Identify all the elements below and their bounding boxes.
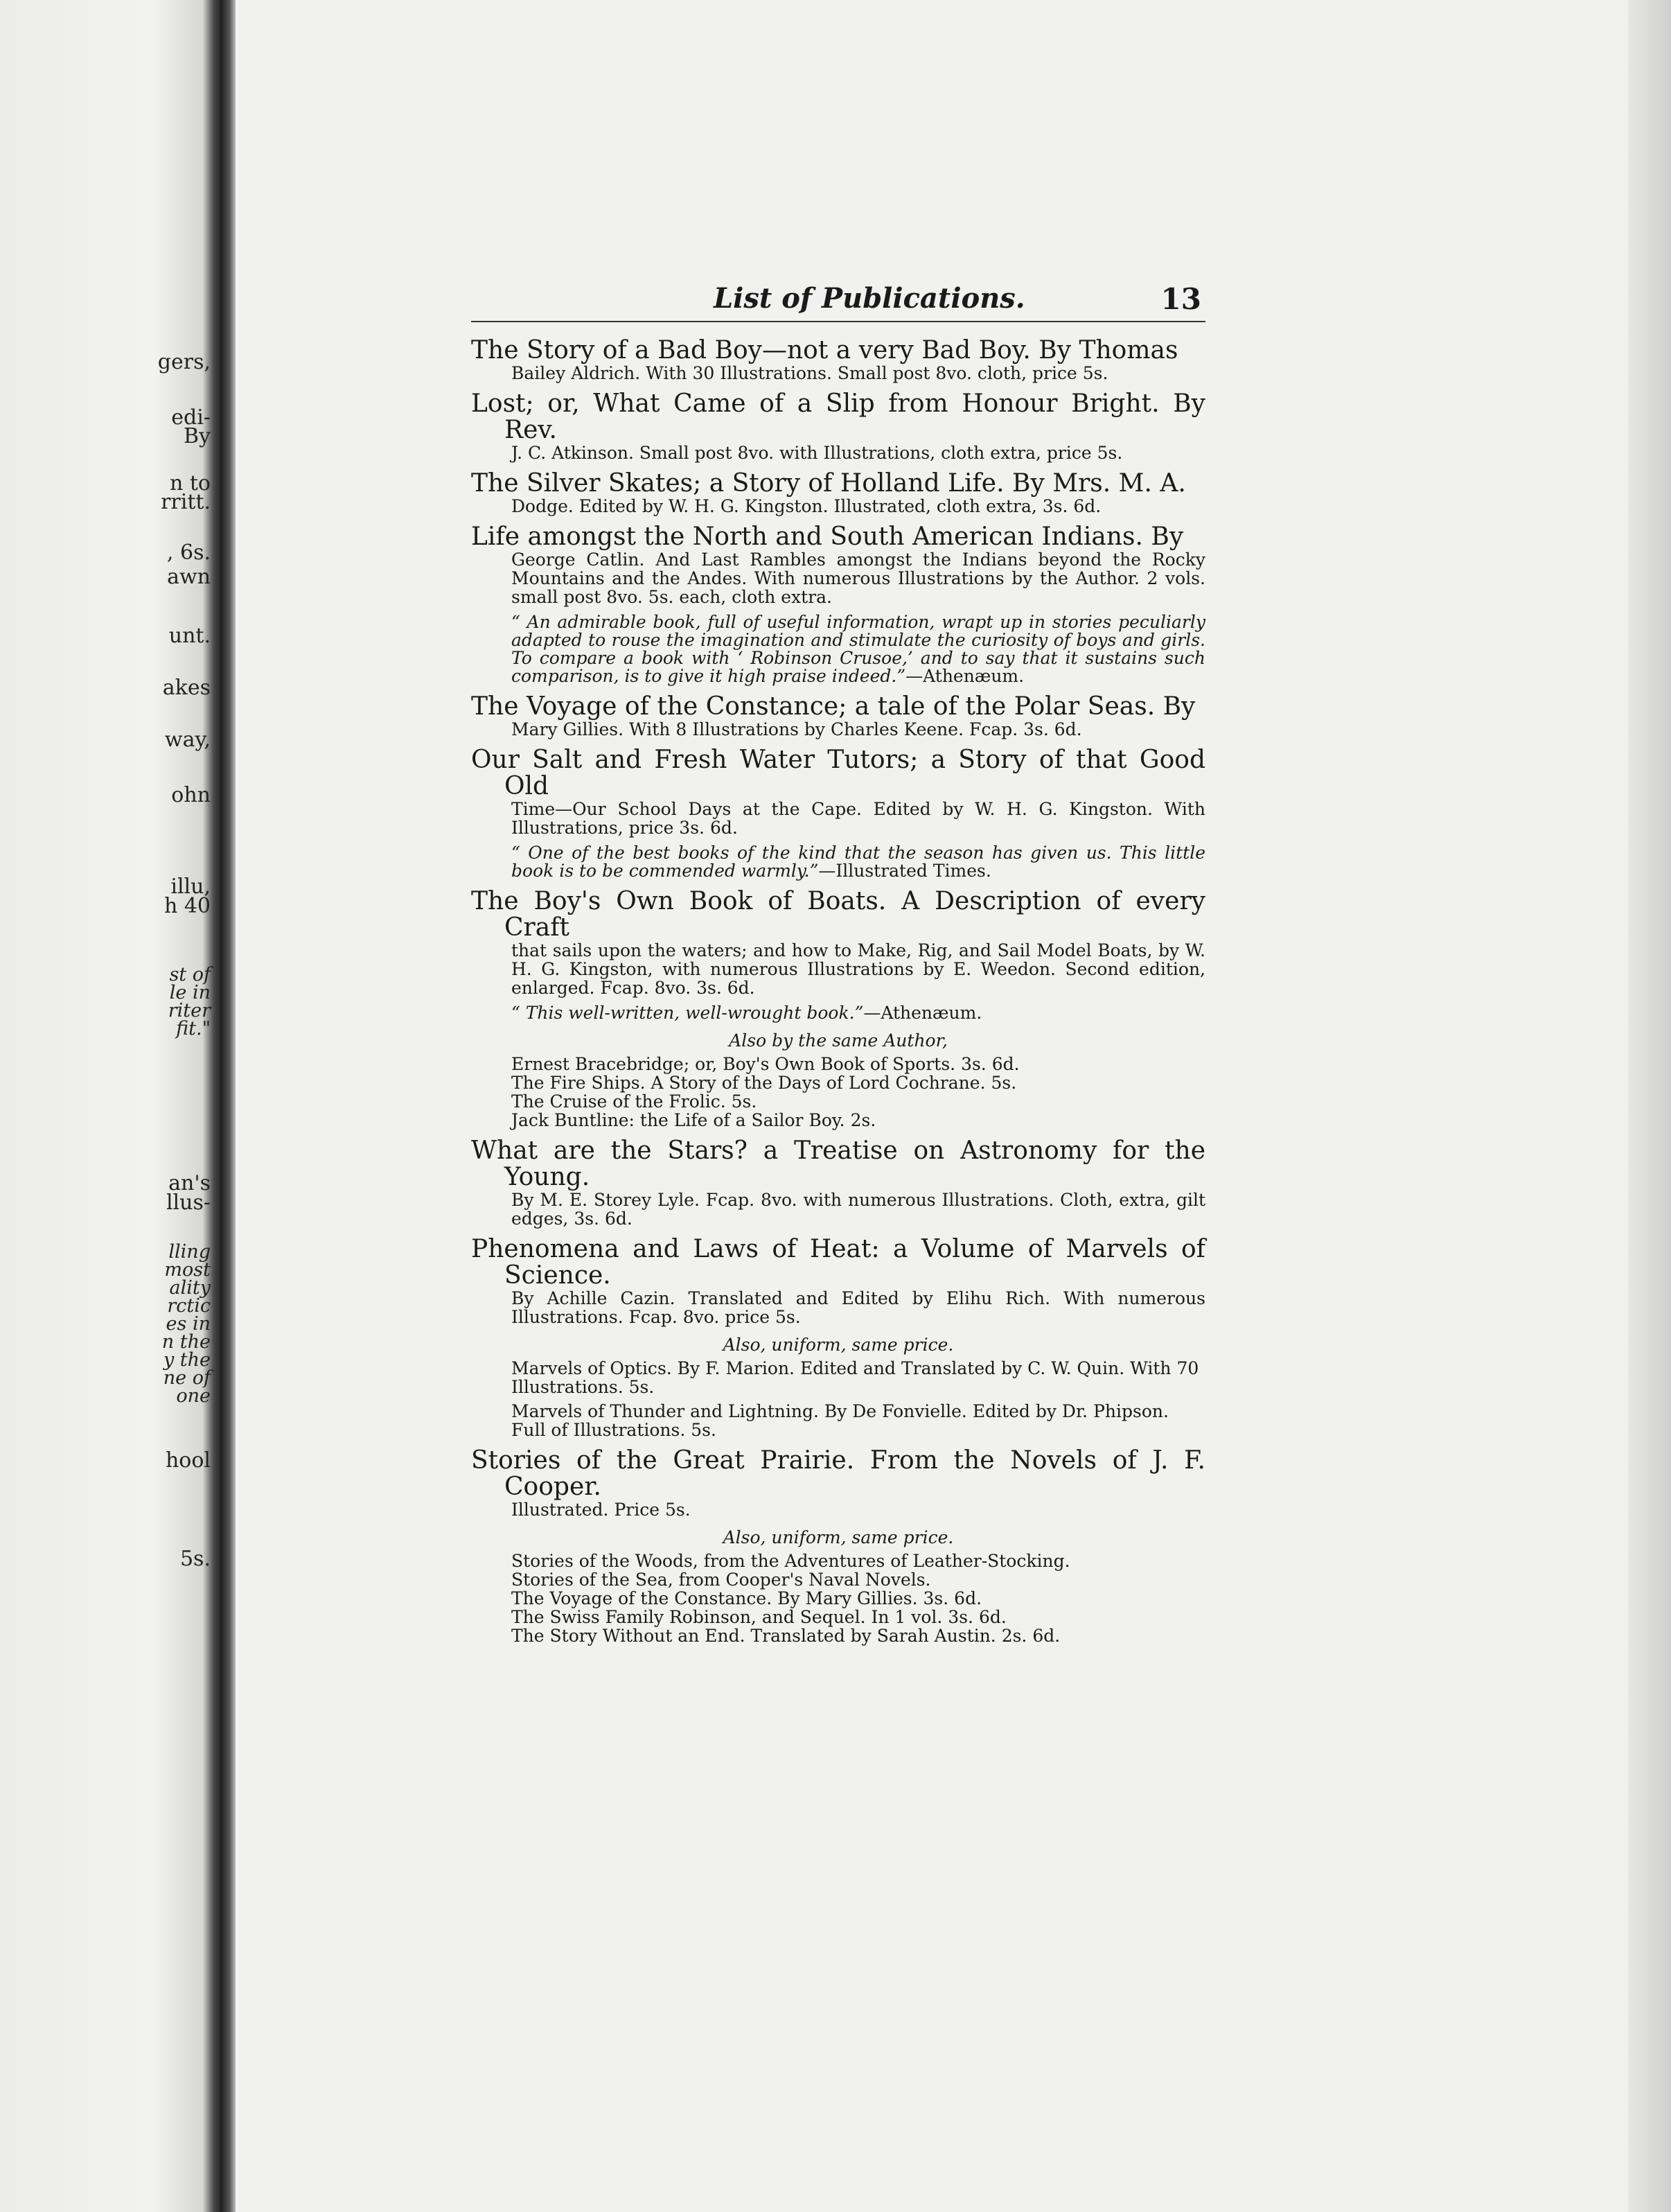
publication-entry bbox=[471, 471, 1205, 516]
also-heading: Also, uniform, same price. bbox=[723, 1527, 954, 1547]
publication-entry bbox=[471, 1236, 1205, 1439]
entry-details: Bailey Aldrich. With 30 Illustrations. Small post 8vo. cloth, price 5s. bbox=[511, 363, 1108, 383]
entry-details: Mary Gillies. With 8 Illustrations by Charles Keene. Fcap. 3s. 6d. bbox=[511, 719, 1082, 739]
left-page-fragment: unt. bbox=[168, 624, 211, 648]
left-page-fragment: awn bbox=[167, 565, 211, 589]
publication-list bbox=[471, 337, 1205, 1645]
left-page-fragment: By bbox=[184, 424, 211, 448]
entry-title: The Boy's Own Book of Boats. A Description of every Craft bbox=[471, 887, 1205, 942]
left-page-fragment: fit." bbox=[176, 1018, 211, 1039]
left-page-fragment: rritt. bbox=[161, 490, 211, 514]
publication-entry bbox=[471, 747, 1205, 880]
left-page-fragment: es in bbox=[166, 1313, 211, 1335]
left-page-fragment: ne of bbox=[163, 1367, 211, 1389]
publication-entry bbox=[471, 1448, 1205, 1645]
review-quote bbox=[471, 613, 1205, 685]
running-title: List of Publications. bbox=[714, 282, 1025, 315]
left-page-fragment: lling bbox=[168, 1241, 211, 1263]
entry-title: Our Salt and Fresh Water Tutors; a Story of that Good Old bbox=[471, 746, 1205, 800]
related-title: Jack Buntline: the Life of a Sailor Boy. 2s. bbox=[511, 1110, 876, 1130]
related-title: The Story Without an End. Translated by Sarah Austin. 2s. 6d. bbox=[511, 1626, 1061, 1646]
review-quote bbox=[471, 844, 1205, 880]
left-page-fragment: riter bbox=[168, 1000, 211, 1021]
entry-title: What are the Stars? a Treatise on Astronomy for the Young. bbox=[471, 1136, 1205, 1191]
review-quote bbox=[471, 1004, 1205, 1022]
left-page-fragment: h 40 bbox=[163, 894, 211, 918]
publication-entry bbox=[471, 337, 1205, 383]
publication-entry bbox=[471, 391, 1205, 462]
page-edge bbox=[1628, 0, 1671, 2212]
left-page-fragment: st of bbox=[169, 964, 211, 985]
left-page-fragment: illu, bbox=[170, 875, 211, 899]
left-page-fragment: 5s. bbox=[179, 1547, 211, 1571]
entry-details: By Achille Cazin. Translated and Edited by Elihu Rich. With numerous Illustrations. Fcap. 8vo. price 5s. bbox=[511, 1288, 1205, 1327]
left-page-fragment: hool bbox=[165, 1448, 211, 1473]
left-page-fragment: ality bbox=[169, 1277, 211, 1299]
entry-details: Illustrated. Price 5s. bbox=[511, 1500, 691, 1520]
quote-text: “ This well-written, well-wrought book.”— bbox=[511, 1003, 881, 1023]
related-title: Stories of the Sea, from Cooper's Naval Novels. bbox=[511, 1570, 931, 1590]
left-page-fragment: n to bbox=[170, 471, 211, 495]
related-title: Marvels of Thunder and Lightning. By De Fonvielle. Edited by Dr. Phipson. Full of Illustrations. 5s. bbox=[511, 1401, 1169, 1440]
left-page-fragment: rctic bbox=[167, 1295, 211, 1317]
related-title: Marvels of Optics. By F. Marion. Edited and Translated by C. W. Quin. With 70 Illustrations. 5s. bbox=[511, 1358, 1199, 1397]
entry-title: The Silver Skates; a Story of Holland Life. By Mrs. M. A. bbox=[471, 469, 1186, 498]
left-page-fragment: , 6s. bbox=[166, 541, 211, 565]
page-content bbox=[471, 281, 1205, 1653]
left-page-fragment: gers, bbox=[157, 350, 211, 374]
page-number: 13 bbox=[1160, 282, 1201, 316]
related-title: The Swiss Family Robinson, and Sequel. In 1 vol. 3s. 6d. bbox=[511, 1607, 1007, 1627]
running-head bbox=[471, 281, 1205, 322]
publication-entry bbox=[471, 694, 1205, 739]
left-page-fragment: le in bbox=[169, 982, 211, 1003]
publication-entry bbox=[471, 1138, 1205, 1228]
left-page-fragment: edi- bbox=[171, 405, 211, 430]
entry-title: Stories of the Great Prairie. From the Novels of J. F. Cooper. bbox=[471, 1446, 1205, 1501]
left-page-fragment: an's bbox=[168, 1171, 211, 1195]
related-title: The Cruise of the Frolic. 5s. bbox=[511, 1091, 757, 1112]
left-page-fragment: way, bbox=[164, 728, 211, 752]
entry-details: By M. E. Storey Lyle. Fcap. 8vo. with numerous Illustrations. Cloth, extra, gilt edges, 3s. 6d. bbox=[511, 1190, 1205, 1229]
entry-title: Life amongst the North and South American Indians. By bbox=[471, 523, 1184, 551]
related-title: Ernest Bracebridge; or, Boy's Own Book of Sports. 3s. 6d. bbox=[511, 1054, 1020, 1074]
related-title: The Fire Ships. A Story of the Days of Lord Cochrane. 5s. bbox=[511, 1073, 1017, 1093]
related-titles bbox=[471, 1055, 1205, 1130]
entry-title: The Voyage of the Constance; a tale of the Polar Seas. By bbox=[471, 692, 1196, 721]
entry-details: Dodge. Edited by W. H. G. Kingston. Illustrated, cloth extra, 3s. 6d. bbox=[511, 496, 1102, 516]
quote-text: “ An admirable book, full of useful information, wrapt up in stories peculiarly adapted to rouse the imagination and stimulate the curiosity of boys and girls. To compare a book with ‘ Robinson Crusoe,’ and to say that it sustains such comparison, is to give it high praise indeed.”— bbox=[511, 612, 1205, 686]
related-title: Stories of the Woods, from the Adventures of Leather-Stocking. bbox=[511, 1551, 1070, 1571]
quote-source: Athenæum. bbox=[881, 1003, 982, 1023]
left-page-fragment: ohn bbox=[171, 783, 211, 807]
entry-title: Lost; or, What Came of a Slip from Honour Bright. By Rev. bbox=[471, 389, 1205, 444]
entry-details: Time—Our School Days at the Cape. Edited by W. H. G. Kingston. With Illustrations, price 3s. 6d. bbox=[511, 799, 1205, 838]
left-page-fragment: llus- bbox=[166, 1191, 211, 1215]
entry-title: The Story of a Bad Boy—not a very Bad Boy. By Thomas bbox=[471, 336, 1178, 365]
book-gutter bbox=[220, 0, 236, 2212]
left-page-fragment: most bbox=[164, 1259, 211, 1281]
related-titles bbox=[471, 1552, 1205, 1645]
left-page-fragment: y the bbox=[163, 1349, 211, 1371]
quote-source: Illustrated Times. bbox=[836, 861, 991, 881]
also-heading: Also, uniform, same price. bbox=[723, 1335, 954, 1355]
previous-page-edge bbox=[0, 0, 220, 2212]
publication-entry bbox=[471, 524, 1205, 685]
quote-text: “ One of the best books of the kind that the season has given us. This little book is to be commended warmly.”— bbox=[511, 843, 1205, 881]
publication-entry bbox=[471, 888, 1205, 1130]
entry-details: George Catlin. And Last Rambles amongst the Indians beyond the Rocky Mountains and the Andes. With numerous Illustrations by the Author. 2 vols. small post 8vo. 5s. each, cloth extra. bbox=[511, 550, 1205, 607]
entry-title: Phenomena and Laws of Heat: a Volume of Marvels of Science. bbox=[471, 1235, 1205, 1290]
left-page-fragment: akes bbox=[162, 676, 211, 700]
entry-details: J. C. Atkinson. Small post 8vo. with Illustrations, cloth extra, price 5s. bbox=[511, 443, 1123, 463]
entry-details: that sails upon the waters; and how to Make, Rig, and Sail Model Boats, by W. H. G. Kingston, with numerous Illustrations by E. Weedon. Second edition, enlarged. Fcap. 8vo. 3s. 6d. bbox=[511, 940, 1205, 998]
left-page-fragment: one bbox=[176, 1385, 211, 1407]
related-title: The Voyage of the Constance. By Mary Gillies. 3s. 6d. bbox=[511, 1588, 982, 1608]
also-heading: Also by the same Author, bbox=[729, 1030, 948, 1051]
left-page-fragment: n the bbox=[161, 1331, 211, 1353]
quote-source: Athenæum. bbox=[923, 666, 1025, 686]
